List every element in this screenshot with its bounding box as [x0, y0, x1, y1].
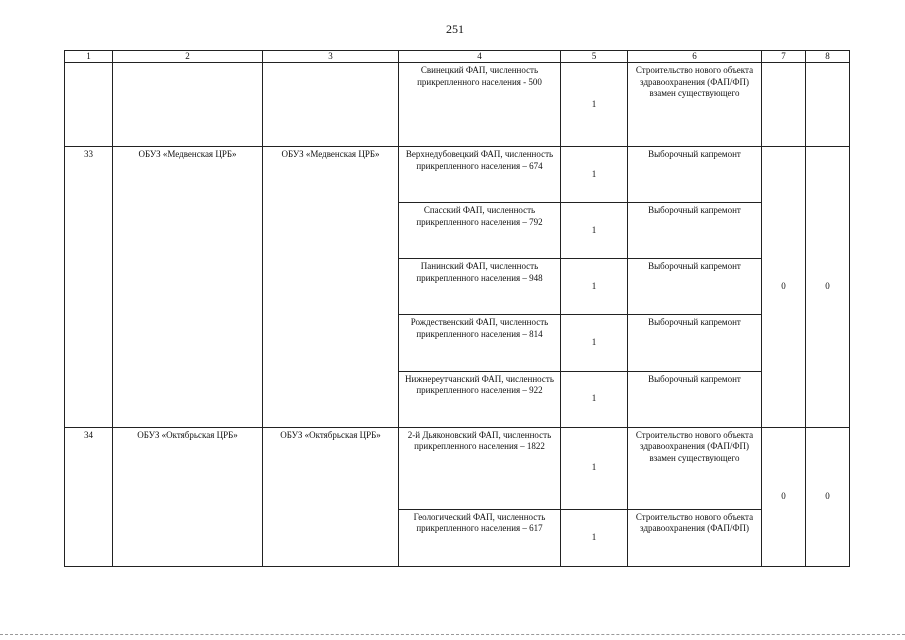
- col8-cell: 0: [806, 147, 850, 427]
- count-cell: 1: [561, 147, 628, 203]
- facilities-table: [64, 50, 850, 567]
- page-number: 251: [446, 22, 464, 36]
- empty-cell: [263, 63, 399, 147]
- work-type-cell: Строительство нового объекта здравоохранения (ФАП/ФП): [628, 509, 762, 566]
- count-cell: 1: [561, 259, 628, 315]
- facility-cell: Верхнедубовецкий ФАП, численность прикрепленного населения – 674: [399, 147, 561, 203]
- header-cell: 1: [65, 51, 113, 63]
- customer-cell: ОБУЗ «Октябрьская ЦРБ»: [263, 427, 399, 566]
- header-cell: 2: [113, 51, 263, 63]
- work-type-cell: Строительство нового объекта здравоохранения (ФАП/ФП) взамен существующего: [628, 427, 762, 509]
- count-cell: 1: [561, 427, 628, 509]
- work-type-cell: Выборочный капремонт: [628, 371, 762, 427]
- organization-cell: ОБУЗ «Медвенская ЦРБ»: [113, 147, 263, 427]
- table-row: [65, 427, 850, 509]
- table-row: [65, 147, 850, 203]
- facility-cell: 2-й Дьяконовский ФАП, численность прикрепленного населения – 1822: [399, 427, 561, 509]
- count-cell: 1: [561, 203, 628, 259]
- count-cell: 1: [561, 63, 628, 147]
- count-cell: 1: [561, 509, 628, 566]
- header-cell: 4: [399, 51, 561, 63]
- facility-cell: Геологический ФАП, численность прикрепленного населения – 617: [399, 509, 561, 566]
- table-row: [65, 63, 850, 147]
- organization-cell: ОБУЗ «Октябрьская ЦРБ»: [113, 427, 263, 566]
- header-cell: 3: [263, 51, 399, 63]
- work-type-cell: Выборочный капремонт: [628, 147, 762, 203]
- header-cell: 7: [762, 51, 806, 63]
- empty-cell: [762, 63, 806, 147]
- facility-cell: Спасский ФАП, численность прикрепленного населения – 792: [399, 203, 561, 259]
- empty-cell: [806, 63, 850, 147]
- empty-cell: [65, 63, 113, 147]
- customer-cell: ОБУЗ «Медвенская ЦРБ»: [263, 147, 399, 427]
- work-type-cell: Выборочный капремонт: [628, 315, 762, 371]
- header-cell: 5: [561, 51, 628, 63]
- facility-cell: Свинецкий ФАП, численность прикрепленного населения - 500: [399, 63, 561, 147]
- count-cell: 1: [561, 315, 628, 371]
- count-cell: 1: [561, 371, 628, 427]
- col7-cell: 0: [762, 427, 806, 566]
- scan-edge-line: [0, 634, 905, 635]
- header-row: [65, 51, 850, 63]
- work-type-cell: Выборочный капремонт: [628, 203, 762, 259]
- empty-cell: [113, 63, 263, 147]
- header-cell: 6: [628, 51, 762, 63]
- header-cell: 8: [806, 51, 850, 63]
- facility-cell: Панинский ФАП, численность прикрепленного населения – 948: [399, 259, 561, 315]
- facility-cell: Рождественский ФАП, численность прикрепленного населения – 814: [399, 315, 561, 371]
- row-number: 33: [65, 147, 113, 427]
- facility-cell: Нижнереутчанский ФАП, численность прикрепленного населения – 922: [399, 371, 561, 427]
- work-type-cell: Выборочный капремонт: [628, 259, 762, 315]
- col7-cell: 0: [762, 147, 806, 427]
- row-number: 34: [65, 427, 113, 566]
- work-type-cell: Строительство нового объекта здравоохранения (ФАП/ФП) взамен существующего: [628, 63, 762, 147]
- col8-cell: 0: [806, 427, 850, 566]
